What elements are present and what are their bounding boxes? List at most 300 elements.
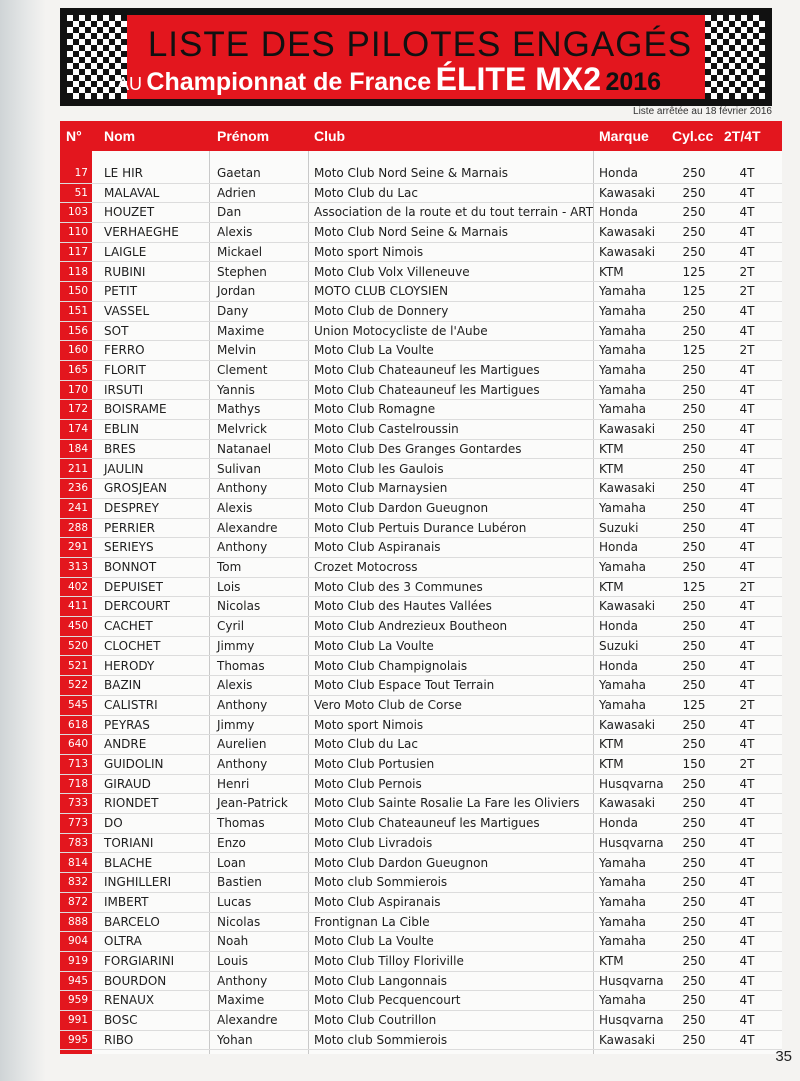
row-marque: Kawasaki [599,185,656,200]
row-cylinder: 250 [682,382,706,397]
row-cylinder: 250 [682,441,706,456]
row-club: Moto Club Des Granges Gontardes [314,441,522,456]
row-nom: RIONDET [104,796,159,811]
row-club: Moto Club Coutrillon [314,1013,437,1028]
row-stroke: 4T [739,520,755,535]
table-row [60,775,782,795]
row-club: MOTO CLUB CLOYSIEN [314,284,449,299]
row-club: Moto Club des Hautes Vallées [314,599,492,614]
row-stroke: 4T [739,323,755,338]
row-stroke: 4T [739,422,755,437]
row-cylinder: 250 [682,461,706,476]
row-club: Moto Club Pernois [314,776,422,791]
row-prenom: Anthony [217,481,268,496]
row-marque: Kawasaki [599,717,656,732]
row-cylinder: 250 [682,166,706,180]
row-nom: GROSJEAN [104,481,168,496]
row-marque: Husqvarna [599,835,664,850]
row-club: Moto Club La Voulte [314,934,434,949]
row-cylinder: 125 [682,264,706,279]
row-stroke: 4T [739,205,755,220]
list-date-note: Liste arrêtée au 18 février 2016 [633,106,772,117]
row-prenom: Noah [217,934,249,949]
table-row [60,913,782,933]
row-club: Moto Club Dardon Gueugnon [314,500,489,515]
row-club: Moto Club Dardon Gueugnon [314,855,489,870]
row-cylinder: 250 [682,796,706,811]
row-marque: Yamaha [599,284,647,299]
row-nom: IRSUTI [104,382,144,397]
row-number: 945 [67,974,88,987]
row-stroke: 4T [739,776,755,791]
row-nom: FLORIT [104,363,146,377]
banner-subtitle-au: AU [116,74,142,94]
row-number: 118 [67,265,88,278]
table-row [60,263,782,283]
row-stroke: 4T [739,835,755,850]
row-number: 402 [67,580,88,593]
row-club: Moto Club La Voulte [314,343,434,358]
row-club: Crozet Motocross [314,560,418,574]
row-number: 160 [67,344,88,357]
table-row [60,558,782,578]
row-club: Moto Club Espace Tout Terrain [314,678,495,693]
table-row [60,597,782,617]
row-cylinder: 250 [682,914,706,929]
row-number: 919 [67,955,88,967]
row-marque: KTM [599,441,624,456]
row-stroke: 4T [739,658,755,673]
row-marque: Yamaha [599,993,647,1008]
row-prenom: Maxime [217,993,265,1008]
row-prenom: Lucas [217,894,252,909]
row-prenom: Anthony [217,697,268,712]
header-marque: Marque [599,128,649,144]
row-number: 733 [67,797,88,810]
row-club: Moto sport Nimois [314,717,424,732]
row-club: Moto Club Aspiranais [314,540,441,555]
row-number: 545 [67,698,88,711]
row-prenom: Alexis [217,225,253,240]
row-prenom: Tom [217,560,242,574]
row-club: Moto Club du Lac [314,737,418,752]
row-nom: HOUZET [104,205,155,220]
row-nom: RIBO [104,1032,134,1047]
row-marque: Kawasaki [599,1032,656,1047]
row-number: 165 [67,364,88,376]
row-cylinder: 250 [682,540,706,555]
row-nom: DEPUISET [104,579,163,594]
row-number: 174 [67,423,88,436]
banner-subtitle-elite: ÉLITE MX2 [435,61,601,97]
row-prenom: Anthony [217,757,268,771]
table-row [60,282,782,302]
row-club: Moto Club Nord Seine & Marnais [314,225,509,240]
row-club: Moto Club Sainte Rosalie La Fare les Oliviers [314,796,580,811]
row-number: 117 [67,245,88,258]
row-club: Frontignan La Cible [314,914,430,929]
row-club: Vero Moto Club de Corse [314,697,462,712]
row-number: 172 [67,403,88,416]
row-prenom: Mickael [217,244,263,259]
row-nom: CLOCHET [104,638,161,653]
row-marque: Kawasaki [599,796,656,811]
row-stroke: 4T [739,875,755,890]
row-stroke: 4T [739,363,755,377]
row-stroke: 4T [739,796,755,811]
row-prenom: Alexandre [217,520,278,535]
row-prenom: Jordan [217,284,256,299]
row-nom: OLTRA [104,934,142,949]
row-stroke: 4T [739,441,755,456]
row-prenom: Melvin [217,343,257,358]
table-row [60,341,782,361]
row-nom: FORGIARINI [104,954,175,968]
row-stroke: 4T [739,678,755,693]
row-number: 291 [67,541,88,554]
table-row [60,972,782,992]
row-prenom: Nicolas [217,914,261,929]
banner-subtitle-year: 2016 [605,68,662,96]
row-nom: FERRO [104,343,145,358]
row-prenom: Enzo [217,835,246,850]
row-number: 236 [67,482,88,495]
row-stroke: 2T [739,697,755,712]
row-club: Moto Club Castelroussin [314,422,459,437]
row-cylinder: 250 [682,185,706,200]
row-club: Moto Club Langonnais [314,973,448,988]
row-club: Union Motocycliste de l'Aube [314,323,488,338]
row-club: Moto club Sommierois [314,875,448,890]
table-row [60,499,782,519]
row-nom: BONNOT [104,560,157,574]
row-stroke: 4T [739,500,755,515]
row-club: Moto Club Nord Seine & Marnais [314,166,509,180]
row-marque: Honda [599,658,638,673]
row-stroke: 4T [739,560,755,574]
row-nom: GUIDOLIN [104,757,164,771]
row-number: 151 [67,304,88,317]
header-num: N° [66,128,82,144]
table-row [60,164,782,184]
row-club: Moto club Sommierois [314,1032,448,1047]
row-marque: Honda [599,816,638,831]
row-cylinder: 250 [682,205,706,220]
row-nom: BARCELO [104,914,160,929]
page-number: 35 [775,1048,792,1065]
table-header [60,121,782,151]
row-cylinder: 250 [682,776,706,791]
row-number: 995 [67,1033,88,1046]
row-nom: HERODY [104,658,155,673]
table-row [60,440,782,460]
row-number: 521 [67,659,88,672]
row-club: Moto Club du Lac [314,185,418,200]
row-marque: Honda [599,166,638,180]
row-club: Moto Club Andrezieux Boutheon [314,619,508,634]
row-club: Moto Club La Voulte [314,638,434,653]
row-club: Moto Club Romagne [314,402,436,417]
table-row [60,952,782,972]
table-row [60,203,782,223]
row-stroke: 4T [739,619,755,634]
table-row [60,420,782,440]
row-prenom: Mathys [217,402,261,417]
row-club: Moto Club Marnaysien [314,481,448,496]
row-club: Moto Club Chateauneuf les Martigues [314,816,540,831]
row-marque: Yamaha [599,894,647,909]
row-number: 522 [67,679,88,692]
row-number: 959 [67,994,88,1007]
row-number: 832 [67,876,88,889]
row-stroke: 4T [739,855,755,870]
header-prenom: Prénom [217,128,270,144]
row-marque: Yamaha [599,560,647,574]
table-row [60,381,782,401]
row-stroke: 4T [739,382,755,397]
row-stroke: 4T [739,540,755,555]
row-cylinder: 250 [682,875,706,890]
row-nom: RENAUX [104,993,155,1008]
row-marque: Honda [599,205,638,220]
table-row [60,479,782,499]
table-row [60,637,782,657]
row-club: Moto sport Nimois [314,244,424,259]
row-number: 814 [67,856,88,869]
row-cylinder: 250 [682,560,706,574]
row-marque: KTM [599,954,624,968]
row-prenom: Alexandre [217,1013,278,1028]
row-stroke: 4T [739,461,755,476]
table-row [60,735,782,755]
row-marque: Kawasaki [599,225,656,240]
row-nom: BOISRAME [104,402,167,417]
row-number: 618 [67,718,88,731]
row-prenom: Clement [217,363,268,377]
row-cylinder: 250 [682,993,706,1008]
row-cylinder: 250 [682,678,706,693]
row-marque: Kawasaki [599,422,656,437]
row-nom: JAULIN [104,461,144,476]
row-cylinder: 250 [682,894,706,909]
row-nom: INGHILLERI [104,875,172,890]
title-banner-red [67,15,765,99]
row-nom: SERIEYS [104,540,154,555]
row-stroke: 4T [739,638,755,653]
row-number: 783 [67,836,88,849]
row-marque: Kawasaki [599,244,656,259]
row-number: 211 [67,462,88,475]
row-stroke: 4T [739,481,755,496]
table-row [60,716,782,736]
row-prenom: Alexis [217,678,253,693]
row-nom: SOT [104,323,129,338]
row-club: Moto Club Tilloy Floriville [314,954,464,968]
row-number: 718 [67,777,88,790]
row-cylinder: 250 [682,855,706,870]
row-nom: GIRAUD [104,776,151,791]
row-stroke: 4T [739,914,755,929]
row-marque: Honda [599,540,638,555]
row-cylinder: 250 [682,954,706,968]
row-cylinder: 250 [682,244,706,259]
row-nom: VASSEL [104,303,150,318]
row-marque: KTM [599,579,624,594]
row-number: 773 [67,817,88,830]
row-stroke: 4T [739,185,755,200]
row-club: Moto Club Chateauneuf les Martigues [314,382,540,397]
row-nom: IMBERT [104,894,149,909]
row-nom: BOSC [104,1013,138,1028]
row-number: 150 [67,285,88,298]
row-marque: KTM [599,461,624,476]
row-cylinder: 250 [682,737,706,752]
row-marque: Yamaha [599,303,647,318]
row-nom: PEYRAS [104,717,150,732]
row-club: Moto Club Livradois [314,835,433,850]
row-prenom: Anthony [217,973,268,988]
row-cylinder: 125 [682,579,706,594]
row-number: 51 [74,186,88,199]
row-stroke: 2T [739,579,755,594]
row-prenom: Dany [217,303,249,318]
row-cylinder: 250 [682,323,706,338]
table-row [60,814,782,834]
table-row [60,854,782,874]
row-prenom: Cyril [217,619,245,634]
row-cylinder: 250 [682,973,706,988]
row-cylinder: 250 [682,599,706,614]
row-prenom: Nicolas [217,599,261,614]
row-marque: KTM [599,264,624,279]
row-number: 184 [67,442,88,455]
row-nom: DESPREY [104,500,159,515]
row-prenom: Melvrick [217,422,267,437]
row-prenom: Yannis [217,382,255,397]
row-nom: RUBINI [104,264,146,279]
row-prenom: Alexis [217,500,253,515]
row-cylinder: 250 [682,422,706,437]
row-cylinder: 150 [682,757,706,771]
table-row [60,991,782,1011]
row-cylinder: 250 [682,363,706,377]
header-club: Club [314,128,346,144]
row-marque: Suzuki [599,638,639,653]
row-marque: Kawasaki [599,481,656,496]
row-marque: Yamaha [599,402,647,417]
banner-title: LISTE DES PILOTES ENGAGÉS [147,25,693,64]
row-prenom: Louis [217,954,249,968]
row-club: Moto Club les Gaulois [314,461,444,476]
title-banner [60,8,772,106]
table-row [60,1011,782,1031]
row-marque: Yamaha [599,323,647,338]
row-nom: CACHET [104,619,153,634]
row-prenom: Stephen [217,264,267,279]
table-row [60,794,782,814]
banner-subtitle-championship: Championnat de France [146,68,432,96]
banner-subtitle [79,61,699,98]
row-stroke: 2T [739,343,755,358]
table-row [60,243,782,263]
row-club: Association de la route et du tout terrain - ART [314,205,594,220]
row-number: 103 [67,206,88,219]
row-number: 888 [67,915,88,928]
row-cylinder: 250 [682,303,706,318]
row-stroke: 4T [739,973,755,988]
row-stroke: 4T [739,1032,755,1047]
row-number: 241 [67,501,88,514]
table-row [60,696,782,716]
row-stroke: 4T [739,894,755,909]
row-cylinder: 250 [682,934,706,949]
row-prenom: Bastien [217,875,262,890]
row-stroke: 4T [739,954,755,968]
row-marque: Yamaha [599,875,647,890]
pilots-table [60,121,782,1054]
row-cylinder: 250 [682,835,706,850]
row-club: Moto Club Pecquencourt [314,993,461,1008]
row-prenom: Adrien [217,185,256,200]
row-cylinder: 125 [682,343,706,358]
row-nom: CALISTRI [104,697,158,712]
row-prenom: Henri [217,776,250,791]
row-cylinder: 250 [682,481,706,496]
row-marque: Honda [599,619,638,634]
table-row [60,460,782,480]
row-nom: PETIT [104,284,138,299]
row-cylinder: 250 [682,402,706,417]
table-row [60,657,782,677]
row-stroke: 4T [739,303,755,318]
checkered-flag-right [705,15,765,99]
row-marque: Yamaha [599,500,647,515]
table-row [60,223,782,243]
row-number: 872 [67,895,88,908]
row-stroke: 4T [739,934,755,949]
table-row [60,617,782,637]
row-stroke: 4T [739,717,755,732]
row-nom: TORIANI [104,835,154,850]
row-stroke: 4T [739,225,755,240]
row-marque: Yamaha [599,855,647,870]
row-nom: VERHAEGHE [104,225,179,240]
row-number: 411 [67,600,88,613]
row-marque: Yamaha [599,363,647,377]
row-prenom: Thomas [217,658,265,673]
row-cylinder: 250 [682,1032,706,1047]
row-stroke: 4T [739,1013,755,1028]
header-cyl: Cyl.cc [672,128,714,144]
row-nom: DERCOURT [104,599,170,614]
row-stroke: 4T [739,244,755,259]
table-row [60,302,782,322]
row-stroke: 2T [739,284,755,299]
table-row [60,834,782,854]
row-club: Moto Club Pertuis Durance Lubéron [314,520,527,535]
row-number: 904 [67,935,88,948]
row-marque: Husqvarna [599,776,664,791]
row-number: 288 [67,521,88,534]
row-stroke: 2T [739,757,755,771]
row-marque: Yamaha [599,697,647,712]
row-marque: Yamaha [599,678,647,693]
row-number: 640 [67,738,88,751]
row-stroke: 4T [739,402,755,417]
row-number: 110 [67,226,88,239]
row-club: Moto Club Portusien [314,757,435,771]
row-cylinder: 250 [682,638,706,653]
